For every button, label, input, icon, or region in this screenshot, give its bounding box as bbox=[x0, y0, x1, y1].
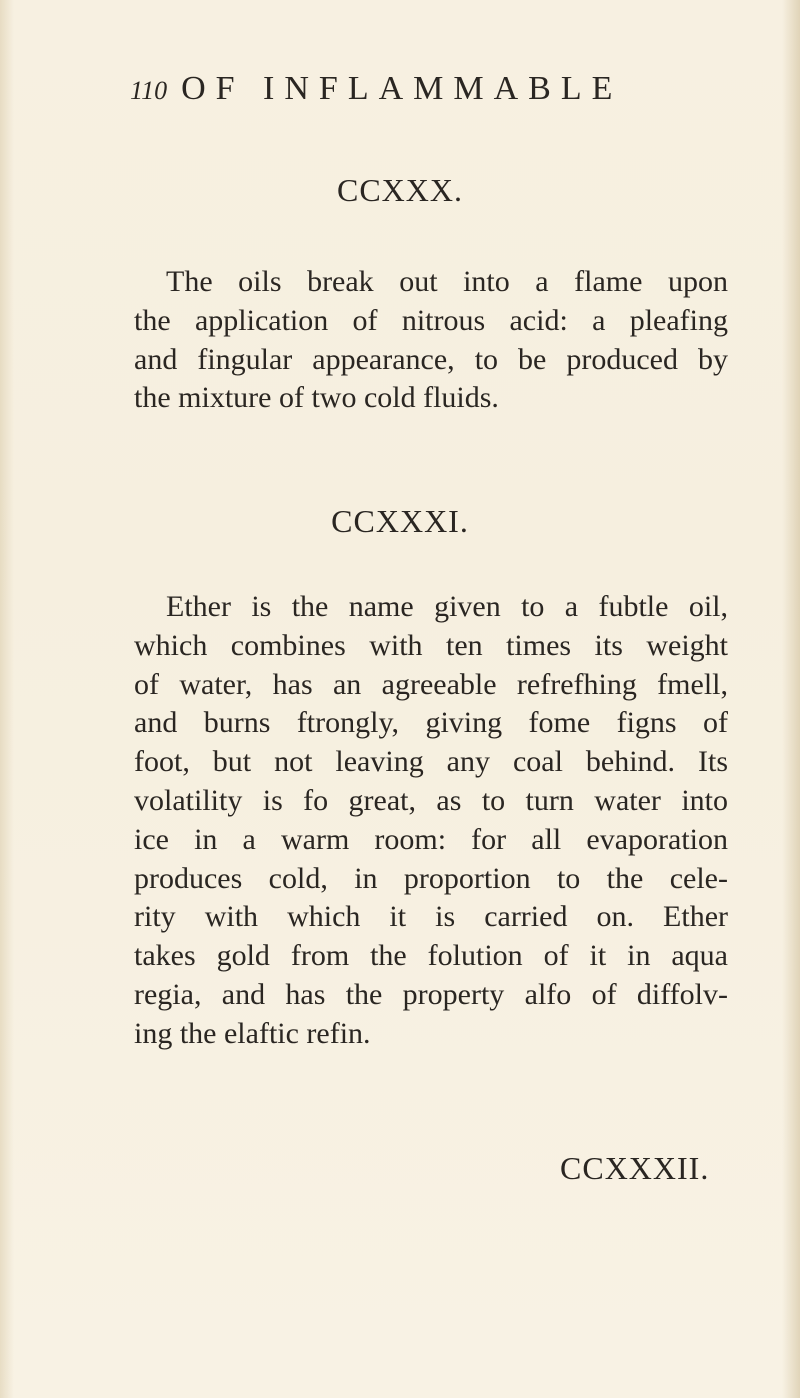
section-paragraph bbox=[134, 588, 728, 1054]
text-line: which combines with ten times its weight bbox=[134, 628, 728, 662]
text-line: the application of nitrous acid: a pleafing bbox=[134, 303, 728, 337]
text-line: ing the elaftic refin. bbox=[134, 1016, 371, 1050]
section-paragraph bbox=[134, 263, 728, 418]
text-line: produces cold, in proportion to the cele- bbox=[134, 861, 728, 895]
text-line: The oils break out into a flame upon bbox=[166, 265, 728, 298]
section-number: CCXXX. bbox=[336, 172, 463, 208]
text-line: the mixture of two cold fluids. bbox=[134, 381, 499, 415]
text-line: regia, and has the property alfo of diffolv- bbox=[134, 977, 728, 1011]
running-title: OF INFLAMMABLE bbox=[181, 70, 623, 107]
text-line: and fingular appearance, to be produced by bbox=[134, 342, 728, 376]
running-head bbox=[130, 70, 690, 108]
text-line: takes gold from the folution of it in aqua bbox=[134, 939, 728, 973]
text-line: ice in a warm room: for all evaporation bbox=[134, 822, 728, 856]
text-line: rity with which it is carried on. Ether bbox=[134, 900, 728, 934]
text-line: volatility is fo great, as to turn water into bbox=[134, 783, 728, 817]
page-edge-left bbox=[0, 0, 14, 1398]
section-number: CCXXXI. bbox=[331, 503, 469, 539]
text-line: foot, but not leaving any coal behind. Its bbox=[134, 745, 728, 779]
catchword: CCXXXII. bbox=[560, 1150, 710, 1186]
text-line: and burns ftrongly, giving fome figns of bbox=[134, 706, 728, 740]
page-edge-right bbox=[782, 0, 800, 1398]
page-number: 110 bbox=[130, 76, 168, 105]
text-line: Ether is the name given to a fubtle oil, bbox=[166, 590, 728, 623]
text-line: of water, has an agreeable refrefhing fmell, bbox=[134, 667, 728, 701]
